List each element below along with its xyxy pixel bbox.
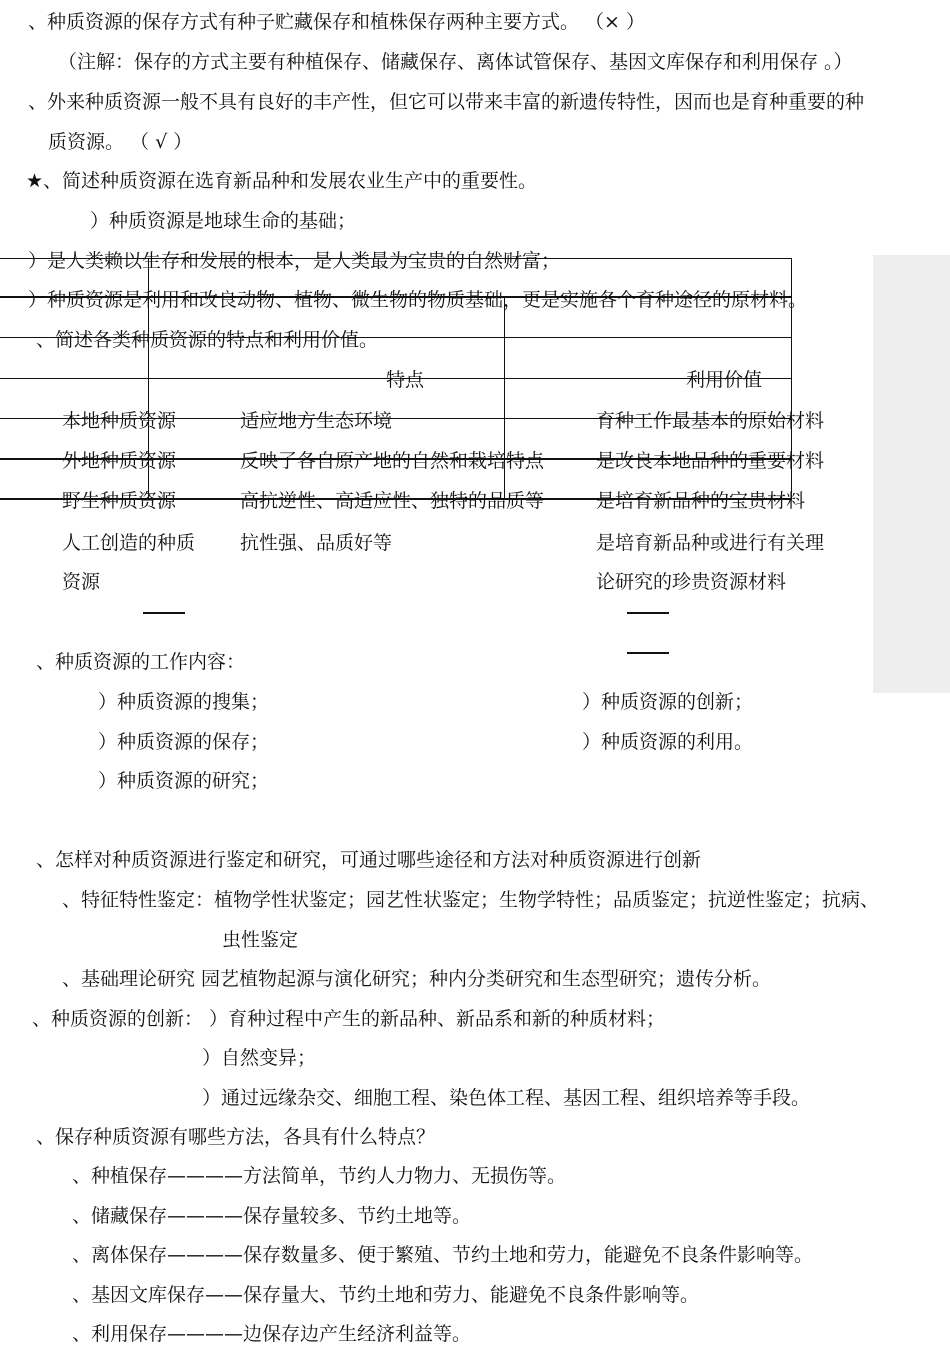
- table-cell-name-cont: 资源: [62, 571, 101, 593]
- work-item: ）种质资源的创新；: [582, 691, 754, 713]
- short-rule: [143, 612, 185, 614]
- work-item: ）种质资源的保存；: [98, 731, 270, 753]
- question-3: ★、简述种质资源在选育新品种和发展农业生产中的重要性。: [26, 170, 538, 192]
- table-header-feature: 特点: [386, 369, 425, 391]
- question-6-answer: 、种植保存————方法简单，节约人力物力、无损伤等。: [72, 1165, 567, 1187]
- work-item: ）种质资源的研究；: [98, 770, 270, 792]
- table-cell-feature: 反映了各自原产地的自然和栽培特点: [240, 450, 545, 472]
- question-4: 、简述各类种质资源的特点和利用价值。: [36, 329, 379, 351]
- table-header-value: 利用价值: [686, 369, 763, 391]
- question-6-answer: 、离体保存————保存数量多、便于繁殖、节约土地和劳力，能避免不良条件影响等。: [72, 1244, 814, 1266]
- table-cell-feature: 高抗逆性、高适应性、独特的品质等: [240, 490, 545, 512]
- work-content-title: 、种质资源的工作内容：: [36, 651, 246, 673]
- table-cell-feature: 抗性强、品质好等: [240, 532, 393, 554]
- question-1-note: （注解：保存的方式主要有种植保存、储藏保存、离体试管保存、基因文库保存和利用保存 。）: [58, 51, 853, 73]
- question-2-line-1: 、外来种质资源一般不具有良好的丰产性，但它可以带来丰富的新遗传特性，因而也是育种重要的种: [28, 91, 865, 113]
- question-3-answer-1: ）种质资源是地球生命的基础；: [90, 210, 357, 232]
- table-cell-name: 外地种质资源: [62, 450, 177, 472]
- question-1: 、种质资源的保存方式有种子贮藏保存和植株保存两种主要方式。 （× ）: [28, 11, 646, 33]
- question-3-answer-2: ）是人类赖以生存和发展的根本，是人类最为宝贵的自然财富；: [28, 250, 561, 272]
- question-5: 、怎样对种质资源进行鉴定和研究，可通过哪些途径和方法对种质资源进行创新: [36, 849, 702, 871]
- question-5-answer-3c: ）通过远缘杂交、细胞工程、染色体工程、基因工程、组织培养等手段。: [202, 1087, 811, 1109]
- question-5-answer-3b: ）自然变异；: [202, 1047, 317, 1069]
- table-cell-name: 本地种质资源: [62, 410, 177, 432]
- question-6-answer: 、利用保存————边保存边产生经济利益等。: [72, 1323, 472, 1345]
- question-5-answer-2: 、基础理论研究 园艺植物起源与演化研究；种内分类研究和生态型研究；遗传分析。: [62, 968, 772, 990]
- question-6-answer: 、储藏保存————保存量较多、节约土地等。: [72, 1205, 472, 1227]
- table-cell-value: 是改良本地品种的重要材料: [596, 450, 825, 472]
- table-cell-value-cont: 论研究的珍贵资源材料: [596, 571, 787, 593]
- question-6: 、保存种质资源有哪些方法，各具有什么特点？: [36, 1126, 436, 1148]
- short-rule: [627, 652, 669, 654]
- question-5-answer-3: 、种质资源的创新： ）育种过程中产生的新品种、新品系和新的种质材料；: [32, 1008, 666, 1030]
- question-3-answer-3: ）种质资源是利用和改良动物、植物、微生物的物质基础，更是实施各个育种途径的原材料。: [28, 289, 808, 311]
- question-5-answer-1-cont: 虫性鉴定: [222, 929, 299, 951]
- table-cell-feature: 适应地方生态环境: [240, 410, 393, 432]
- question-5-answer-1: 、特征特性鉴定：植物学性状鉴定；园艺性状鉴定；生物学特性；品质鉴定；抗逆性鉴定；抗病、: [62, 889, 880, 911]
- gray-side-panel: [873, 255, 950, 693]
- short-rule: [627, 612, 669, 614]
- table-cell-value: 育种工作最基本的原始材料: [596, 410, 825, 432]
- table-cell-value: 是培育新品种的宝贵材料: [596, 490, 806, 512]
- table-cell-name: 野生种质资源: [62, 490, 177, 512]
- work-item: ）种质资源的利用。: [582, 731, 754, 753]
- table-cell-value: 是培育新品种或进行有关理: [596, 532, 825, 554]
- question-6-answer: 、基因文库保存——保存量大、节约土地和劳力、能避免不良条件影响等。: [72, 1284, 700, 1306]
- table-cell-name: 人工创造的种质: [62, 532, 196, 554]
- work-item: ）种质资源的搜集；: [98, 691, 270, 713]
- question-2-line-2: 质资源。 （ √ ）: [48, 131, 193, 153]
